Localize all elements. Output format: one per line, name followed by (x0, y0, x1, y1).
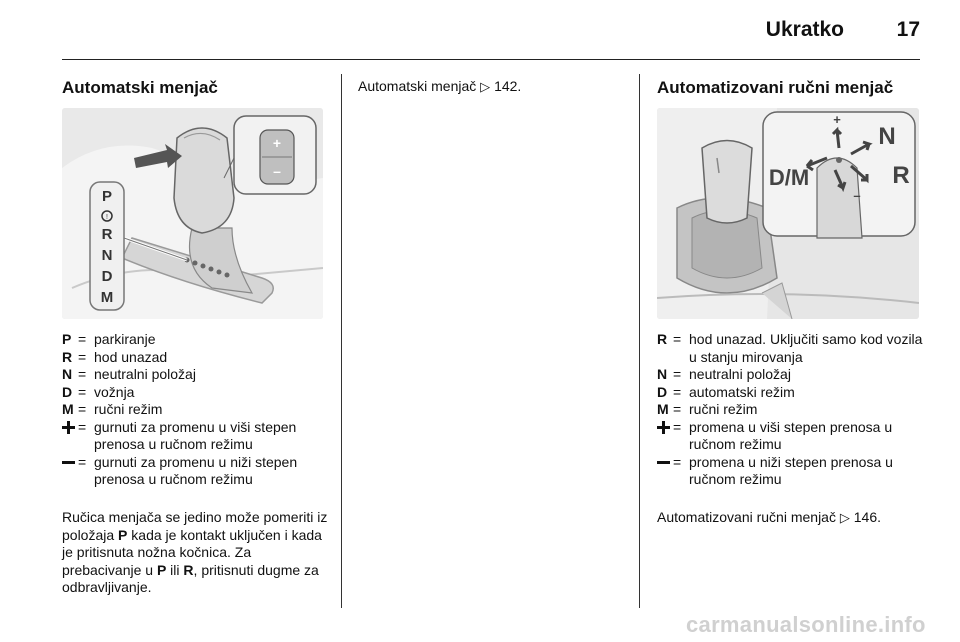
legend-text: neutralni položaj (94, 366, 196, 382)
legend-item: = promena u niži stepen prenosa u ručnom režimu (657, 454, 923, 489)
page-number: 17 (896, 18, 920, 41)
legend-text: parkiranje (94, 331, 156, 347)
legend-item: R = hod unazad (62, 349, 327, 367)
automated-manual-illustration (657, 108, 919, 319)
legend-key: D (657, 383, 668, 400)
automatic-selector-illustration (62, 108, 323, 319)
legend-text: vožnja (94, 383, 135, 400)
legend-item: = gurnuti za promenu u viši stepen prenosa u ručnom režimu (62, 419, 327, 454)
legend-text: hod unazad. Uključiti samo kod vozila u stanju mirovanja (689, 331, 923, 365)
right-legend (657, 331, 923, 489)
arrow-icon: ▷ (480, 79, 491, 94)
legend-text: gurnuti za promenu u niži stepen prenosa u ručnom režimu (94, 453, 298, 487)
legend-item: = promena u viši stepen prenosa u ručnom režimu (657, 419, 923, 454)
para-text: kada je kontakt uključen i kada je pritisnuta nožna kočnica. Za prebacivanje u (62, 526, 322, 578)
column-divider-right (639, 74, 640, 608)
plus-icon (657, 419, 673, 437)
legend-key: N (62, 366, 73, 382)
fig-label-plus: + (272, 135, 282, 151)
fig-label-n: N (878, 123, 896, 150)
section-title-automated-manual: Automatizovani ručni menjač (657, 78, 894, 97)
fig-label-n: N (101, 247, 113, 264)
fig-label-p: P (101, 188, 113, 205)
legend-key: N (657, 366, 668, 382)
para-text: ili (166, 561, 184, 578)
gear-lever-drawing (657, 108, 919, 319)
legend-text: promena u niži stepen prenosa u ručnom režimu (689, 453, 893, 487)
legend-item: D = vožnja (62, 384, 327, 402)
minus-icon (62, 454, 78, 472)
legend-key: P (62, 331, 72, 347)
column-divider-left (341, 74, 342, 608)
legend-item: N = neutralni položaj (657, 366, 923, 384)
legend-text: automatski režim (689, 383, 795, 400)
para-bold: R (183, 561, 194, 578)
legend-text: hod unazad (94, 348, 168, 365)
fig-label-r: R (892, 162, 910, 189)
legend-key: R (657, 331, 668, 347)
para-text: , pritisnuti dugme za odbravljivanje. (62, 561, 319, 595)
selector-lever-drawing (62, 108, 323, 319)
legend-item: M = ručni režim (657, 401, 923, 419)
legend-item: N = neutralni položaj (62, 366, 327, 384)
legend-item: M = ručni režim (62, 401, 327, 419)
xref-text: Automatizovani ručni menjač (657, 509, 836, 525)
header-rule (62, 59, 920, 60)
legend-key: R (62, 348, 73, 365)
legend-item: P = parkiranje (62, 331, 327, 349)
fig-label-minus: – (273, 163, 281, 179)
legend-text: promena u viši stepen prenosa u ručnom režimu (689, 418, 893, 452)
fig-label-plus: + (833, 112, 841, 127)
lock-icon: ! (106, 214, 108, 221)
fig-label-minus: – (853, 188, 861, 203)
xref-page: 142. (494, 78, 522, 94)
cross-reference-automatic[interactable] (358, 78, 628, 96)
para-bold: P (118, 526, 128, 543)
arrow-icon: ▷ (839, 510, 850, 525)
legend-item: R = hod unazad. Uključiti samo kod vozila u stanju mirovanja (657, 331, 923, 365)
left-legend (62, 331, 327, 489)
legend-item: D = automatski režim (657, 384, 923, 402)
legend-text: ručni režim (94, 401, 163, 417)
legend-text: ručni režim (689, 401, 758, 417)
xref-text: Automatski menjač (358, 78, 477, 94)
xref-page: 146. (853, 509, 882, 525)
legend-text: gurnuti za promenu u viši stepen prenosa u ručnom režimu (94, 418, 297, 452)
cross-reference-automated-manual[interactable] (657, 509, 927, 527)
legend-key: M (62, 401, 74, 417)
running-header-title: Ukratko (765, 18, 844, 41)
legend-text: neutralni položaj (689, 366, 791, 382)
para-bold: P (156, 561, 167, 578)
section-title-automatic-transmission: Automatski menjač (62, 78, 218, 97)
watermark: carmanualsonline.info (686, 612, 926, 637)
fig-label-d: D (101, 268, 113, 285)
fig-label-r: R (101, 226, 113, 243)
fig-label-m: M (100, 289, 114, 306)
para-text: Ručica menjača se jedino može pomeriti iz položaja (62, 509, 328, 543)
shift-lock-paragraph (62, 509, 330, 597)
minus-icon (657, 454, 673, 472)
legend-key: D (62, 383, 73, 400)
fig-label-dm: D/M (768, 165, 810, 190)
legend-item: = gurnuti za promenu u niži stepen prenosa u ručnom režimu (62, 454, 327, 489)
plus-icon (62, 419, 78, 437)
legend-key: M (657, 401, 669, 417)
